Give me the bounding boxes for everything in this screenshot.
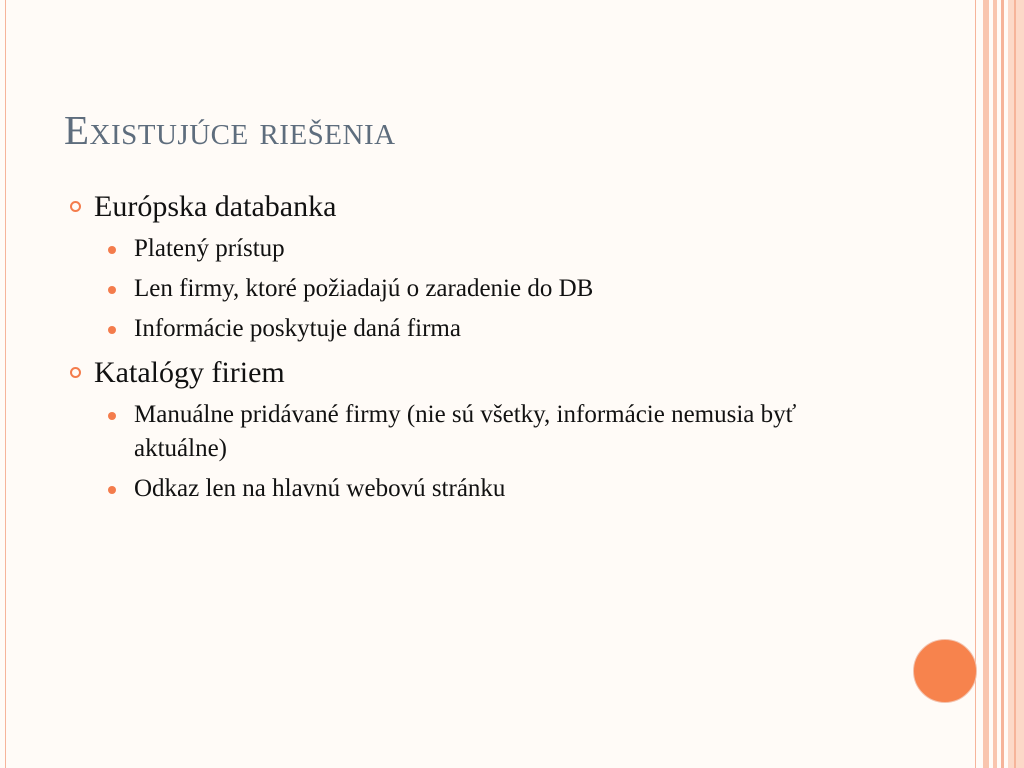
sub-bullet-text: Len firmy, ktoré požiadajú o zaradenie do DB bbox=[134, 275, 594, 302]
dot-bullet-icon bbox=[108, 412, 116, 420]
dot-bullet-icon bbox=[108, 326, 116, 334]
sub-bullet-item bbox=[70, 312, 890, 346]
sub-bullet-text: Platený prístup bbox=[134, 235, 285, 262]
sub-bullet-item bbox=[70, 232, 890, 266]
bullet-text: Katalógy firiem bbox=[94, 356, 285, 389]
dot-bullet-icon bbox=[108, 286, 116, 294]
dot-bullet-icon bbox=[108, 246, 116, 254]
bullet-item-company-catalogs bbox=[70, 352, 890, 394]
sub-bullet-text: Manuálne pridávané firmy (nie sú všetky, informácie nemusia byť aktuálne) bbox=[134, 401, 797, 462]
right-stripe bbox=[1014, 0, 1016, 768]
slide-title: Existujúce riešenia bbox=[64, 107, 396, 153]
ring-bullet-icon bbox=[70, 367, 81, 378]
ring-bullet-icon bbox=[70, 201, 81, 212]
decorative-circle bbox=[913, 639, 977, 703]
sub-bullet-item bbox=[70, 472, 890, 506]
sub-bullet-item bbox=[70, 398, 890, 466]
right-stripe bbox=[1008, 0, 1024, 768]
right-stripe bbox=[983, 0, 989, 768]
right-stripe bbox=[1001, 0, 1004, 768]
dot-bullet-icon bbox=[108, 486, 116, 494]
sub-bullet-text: Informácie poskytuje daná firma bbox=[134, 315, 461, 342]
sub-bullet-item bbox=[70, 272, 890, 306]
bullet-item-european-databank bbox=[70, 186, 890, 228]
bullet-list bbox=[70, 186, 890, 512]
right-stripe bbox=[993, 0, 997, 768]
sub-bullet-text: Odkaz len na hlavnú webovú stránku bbox=[134, 475, 506, 502]
bullet-text: Európska databanka bbox=[94, 190, 337, 223]
